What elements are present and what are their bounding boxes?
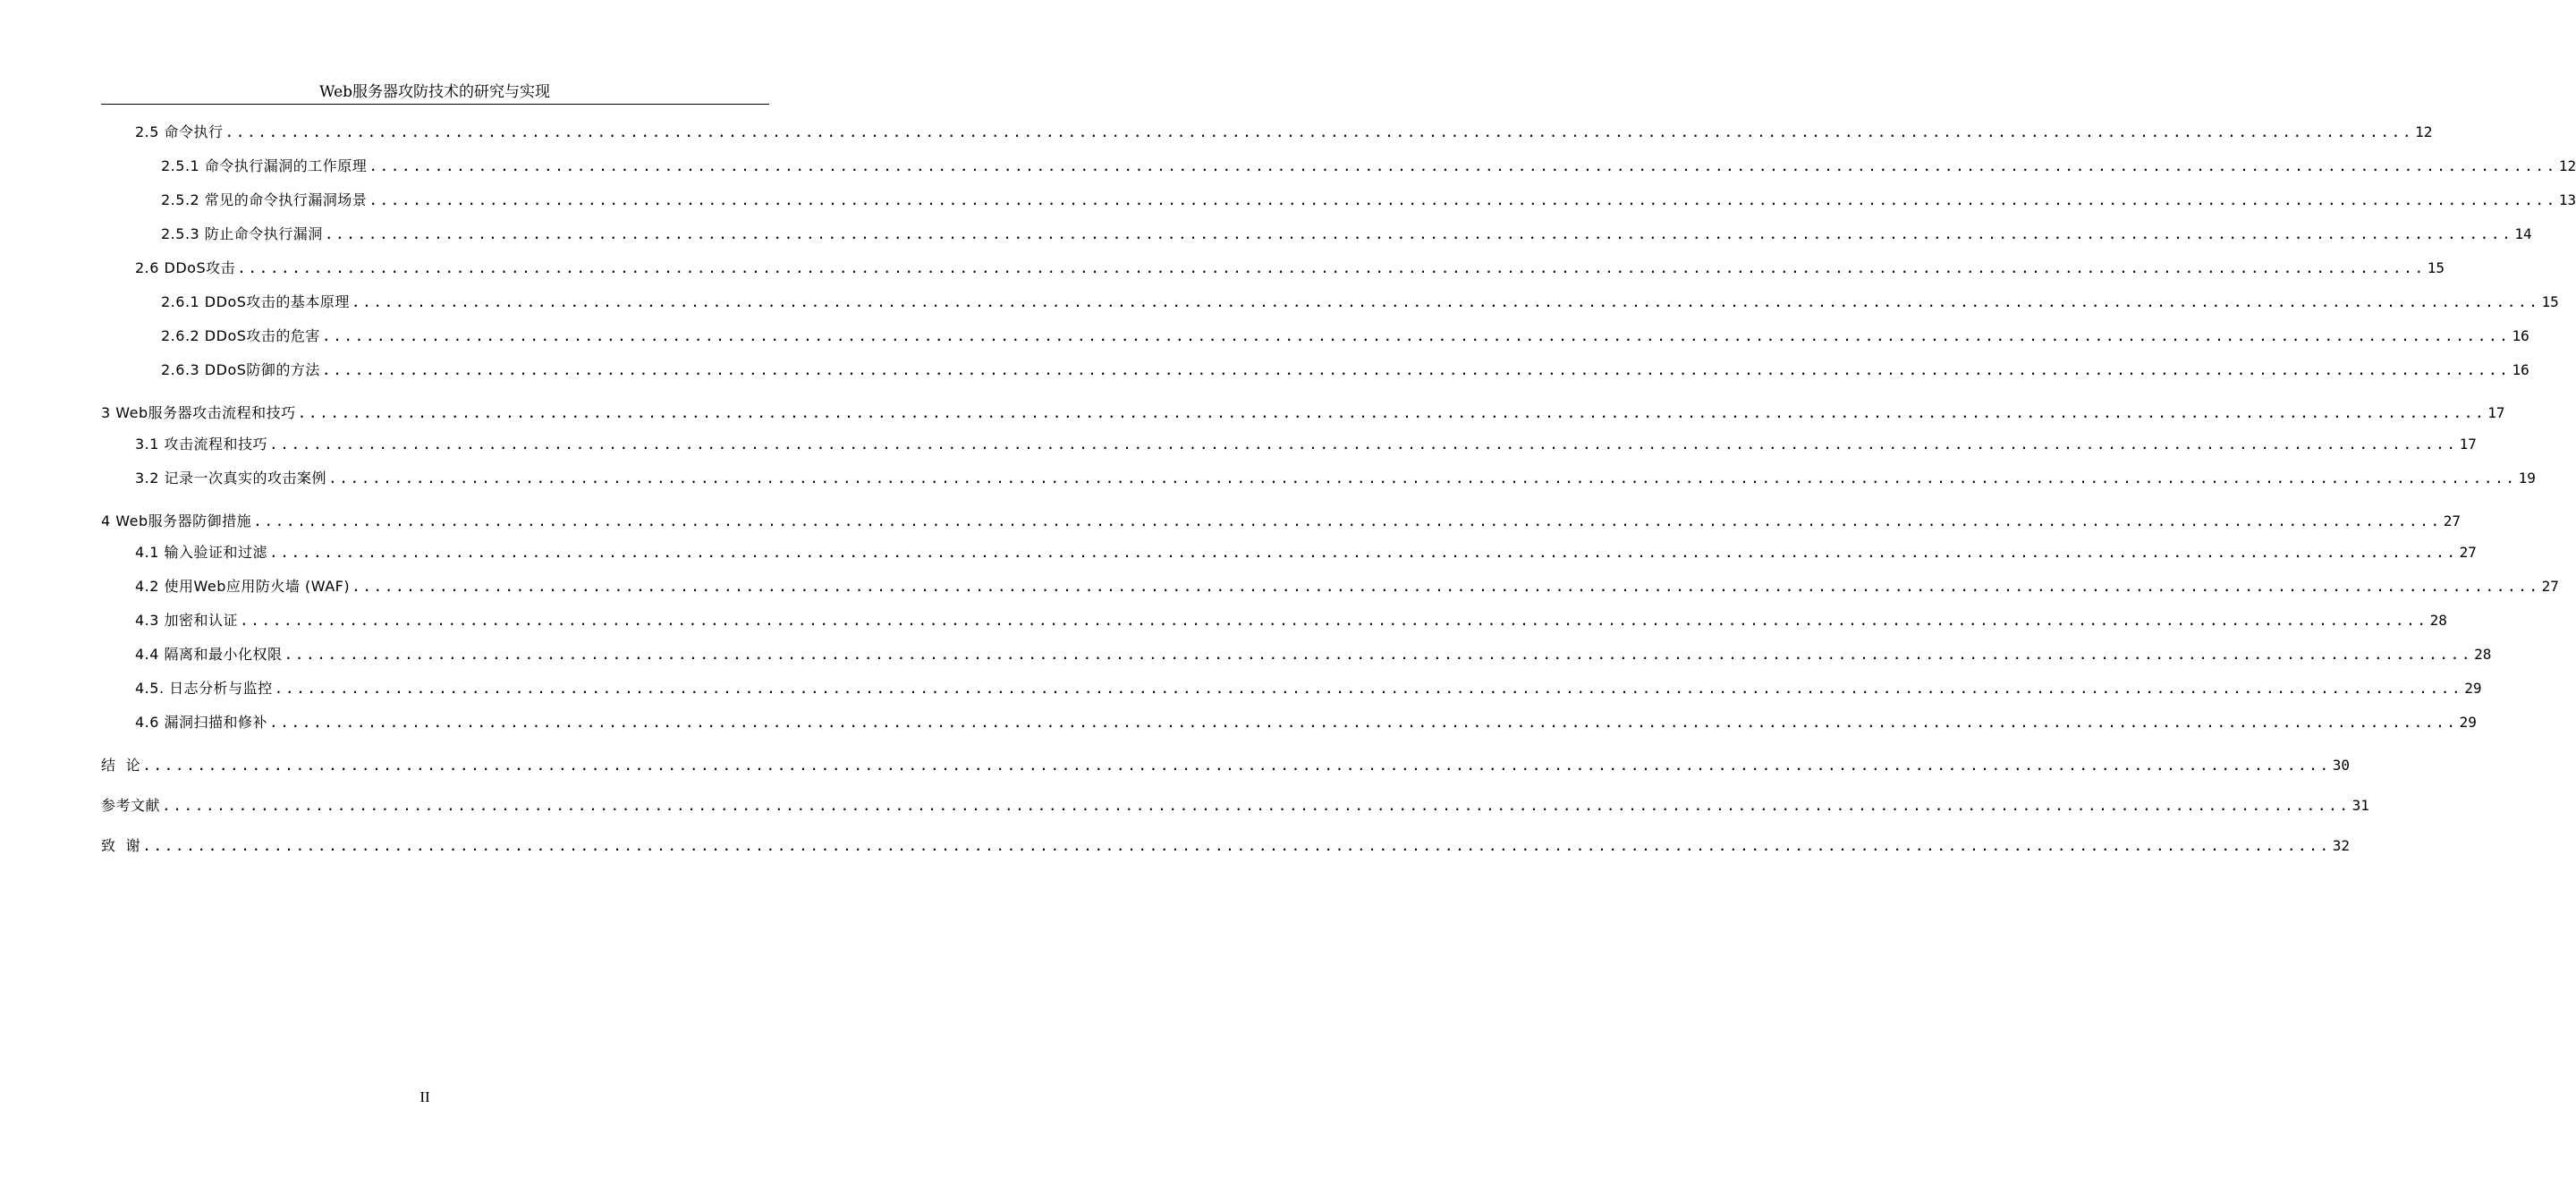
toc-entry[interactable]	[135, 610, 2447, 631]
toc-entry[interactable]	[135, 712, 2477, 733]
running-header: Web服务器攻防技术的研究与实现	[318, 83, 551, 101]
toc-entry[interactable]	[101, 511, 2461, 532]
toc-entry[interactable]	[161, 156, 2576, 177]
toc-entry[interactable]	[101, 795, 2369, 817]
toc-entry-title: 2.6 DDoS攻击	[135, 259, 236, 276]
toc-entry-title: 4 Web服务器防御措施	[101, 512, 252, 529]
toc-leader-dots: ........................................................................................................................................................................................................	[297, 404, 2487, 421]
toc-leader-dots: ........................................................................................................................................................................................................	[162, 797, 2351, 814]
toc-leader-dots: ........................................................................................................................................................................................................	[321, 361, 2511, 378]
toc-entry-page: 28	[2429, 612, 2447, 629]
toc-leader-dots: ........................................................................................................................................................................................................	[369, 191, 2557, 208]
toc-entry-title: 3 Web服务器攻击流程和技巧	[101, 404, 296, 421]
toc-leader-dots: ........................................................................................................................................................................................................	[269, 436, 2458, 453]
toc-entry-page: 31	[2351, 797, 2369, 814]
toc-leader-dots: ........................................................................................................................................................................................................	[324, 225, 2513, 242]
toc-leader-dots: ........................................................................................................................................................................................................	[269, 544, 2458, 561]
toc-entry-page: 15	[2427, 259, 2445, 276]
toc-entry-page: 16	[2512, 361, 2529, 378]
toc-entry-title: 4.2 使用Web应用防火墙 (WAF)	[135, 578, 351, 595]
toc-entry[interactable]	[135, 434, 2477, 455]
toc-entry-title: 结 论	[101, 757, 141, 774]
toc-leader-dots: ........................................................................................................................................................................................................	[352, 578, 2540, 595]
toc-leader-dots: ........................................................................................................................................................................................................	[328, 470, 2517, 487]
toc-entry[interactable]	[161, 224, 2532, 245]
toc-entry-title: 4.6 漏洞扫描和修补	[135, 714, 268, 731]
toc-entry[interactable]	[101, 755, 2351, 776]
toc-leader-dots: ........................................................................................................................................................................................................	[274, 680, 2463, 697]
toc-entry-page: 19	[2518, 470, 2536, 487]
toc-entry-title: 2.6.2 DDoS攻击的危害	[161, 327, 320, 344]
toc-entry-page: 17	[2487, 404, 2505, 421]
toc-entry-page: 29	[2459, 714, 2477, 731]
toc-entry-page: 15	[2541, 293, 2559, 310]
toc-entry[interactable]	[161, 292, 2559, 313]
toc-entry-page: 13	[2558, 191, 2576, 208]
toc-entry[interactable]	[135, 644, 2492, 665]
toc-leader-dots: ........................................................................................................................................................................................................	[253, 512, 2442, 529]
toc-leader-dots: ........................................................................................................................................................................................................	[351, 293, 2540, 310]
toc-entry-title: 2.5.1 命令执行漏洞的工作原理	[161, 157, 368, 174]
toc-entry-page: 28	[2474, 646, 2492, 663]
toc-entry-title: 参考文献	[101, 797, 161, 814]
toc-entry[interactable]	[135, 122, 2433, 143]
toc-entry-page: 27	[2443, 512, 2461, 529]
toc-entry[interactable]	[101, 835, 2351, 857]
toc-entry-page: 32	[2332, 837, 2351, 854]
toc-leader-dots: ........................................................................................................................................................................................................	[284, 646, 2473, 663]
toc-entry-title: 3.2 记录一次真实的攻击案例	[135, 470, 327, 487]
toc-leader-dots: ........................................................................................................................................................................................................	[369, 157, 2557, 174]
toc-entry-title: 4.1 输入验证和过滤	[135, 544, 268, 561]
toc-entry-title: 4.5. 日志分析与监控	[135, 680, 273, 697]
toc-entry-title: 4.4 隔离和最小化权限	[135, 646, 283, 663]
toc-entry-title: 2.5.3 防止命令执行漏洞	[161, 225, 323, 242]
toc-entry[interactable]	[161, 360, 2529, 381]
toc-entry[interactable]	[161, 190, 2576, 211]
toc-entry[interactable]	[101, 402, 2505, 424]
toc-entry-page: 16	[2512, 327, 2529, 344]
toc-leader-dots: ........................................................................................................................................................................................................	[269, 714, 2458, 731]
toc-leader-dots: ........................................................................................................................................................................................................	[142, 757, 2331, 774]
toc-entry-title: 致 谢	[101, 837, 141, 854]
toc-leader-dots: ........................................................................................................................................................................................................	[321, 327, 2511, 344]
toc-entry-page: 17	[2459, 436, 2477, 453]
toc-entry-page: 27	[2541, 578, 2559, 595]
toc-entry-title: 3.1 攻击流程和技巧	[135, 436, 268, 453]
toc-leader-dots: ........................................................................................................................................................................................................	[237, 259, 2426, 276]
toc-entry[interactable]	[161, 326, 2529, 347]
toc-entry[interactable]	[135, 542, 2477, 563]
toc-leader-dots: ........................................................................................................................................................................................................	[225, 123, 2414, 140]
toc-entry-page: 12	[2415, 123, 2433, 140]
toc-entry-title: 2.5 命令执行	[135, 123, 224, 140]
toc-entry-page: 14	[2514, 225, 2532, 242]
toc-leader-dots: ........................................................................................................................................................................................................	[142, 837, 2331, 854]
toc-entry-title: 2.6.1 DDoS攻击的基本原理	[161, 293, 350, 310]
toc-entry-title: 2.5.2 常见的命令执行漏洞场景	[161, 191, 368, 208]
toc-entry-page: 29	[2464, 680, 2482, 697]
toc-entry-title: 2.6.3 DDoS防御的方法	[161, 361, 320, 378]
toc-entry[interactable]	[135, 468, 2536, 489]
toc-entry-page: 12	[2558, 157, 2576, 174]
toc-entry[interactable]	[135, 576, 2559, 597]
toc-entry-page: 30	[2332, 757, 2351, 774]
page-number: II	[419, 1088, 430, 1105]
toc-entry[interactable]	[135, 678, 2482, 699]
toc-entry-page: 27	[2459, 544, 2477, 561]
toc-leader-dots: ........................................................................................................................................................................................................	[240, 612, 2428, 629]
toc-entry-title: 4.3 加密和认证	[135, 612, 239, 629]
toc-entry[interactable]	[135, 258, 2445, 279]
